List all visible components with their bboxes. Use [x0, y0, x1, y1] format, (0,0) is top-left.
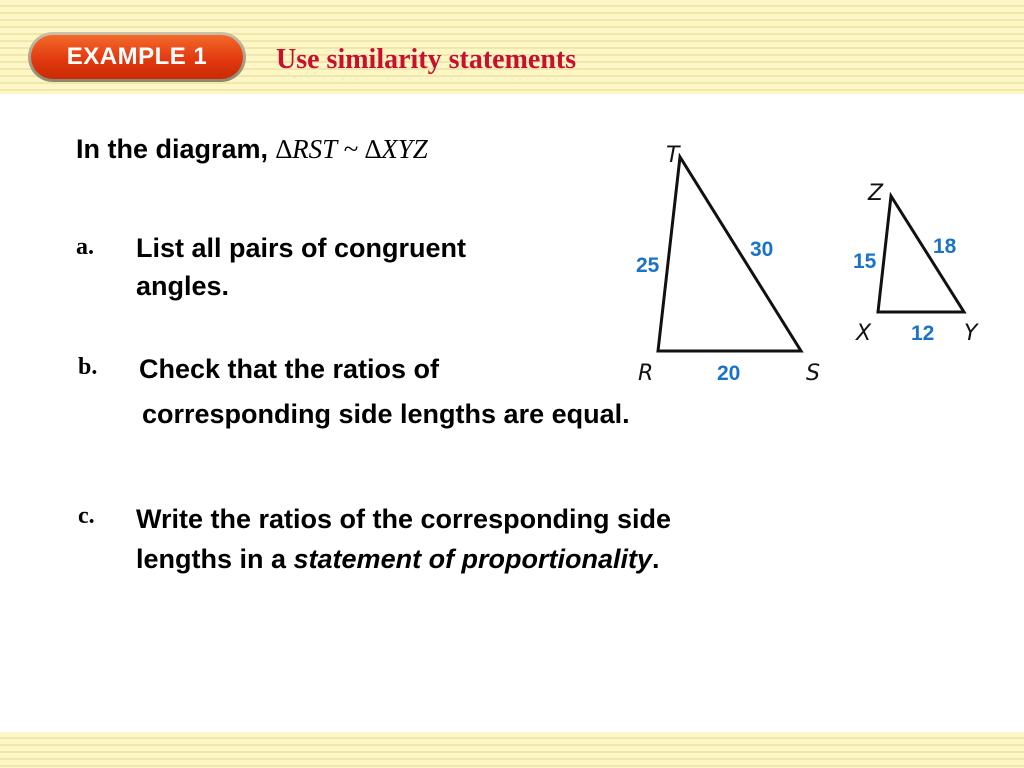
item-a-line-1: List all pairs of congruent — [136, 233, 467, 263]
slide-title: Use similarity statements — [276, 44, 577, 75]
item-c-marker: c. — [78, 503, 95, 529]
item-c-emphasis: statement of proportionality — [293, 544, 653, 574]
vertex-label-z: Z — [868, 181, 884, 206]
side-label-xz: 15 — [853, 250, 877, 273]
vertex-label-s: S — [806, 361, 820, 386]
vertex-label-x: X — [856, 321, 872, 346]
side-label-rt: 25 — [636, 254, 660, 277]
item-c-line-1: Write the ratios of the corresponding side — [136, 504, 672, 534]
vertex-label-y: Y — [964, 321, 978, 346]
triangle-rst — [658, 157, 801, 351]
intro-prefix: In the diagram, — [76, 134, 269, 164]
side-label-xy: 12 — [911, 322, 935, 345]
side-label-zy: 18 — [933, 235, 957, 258]
similarity-statement: ∆RST ~ ∆XYZ — [275, 134, 428, 164]
item-c-suffix: . — [652, 544, 660, 574]
vertex-label-t: T — [666, 143, 680, 168]
item-a-marker: a. — [76, 234, 94, 260]
item-b-line-2: corresponding side lengths are equal. — [142, 399, 630, 429]
side-label-rs: 20 — [717, 362, 741, 385]
item-c-line-2-start: lengths in a — [136, 544, 294, 574]
item-b-marker: b. — [78, 354, 98, 380]
vertex-label-r: R — [638, 361, 654, 386]
side-label-ts: 30 — [750, 238, 774, 261]
item-a-line-2: angles. — [136, 271, 230, 301]
example-badge-label: EXAMPLE 1 — [66, 43, 208, 70]
item-b-line-1: Check that the ratios of — [139, 354, 440, 384]
